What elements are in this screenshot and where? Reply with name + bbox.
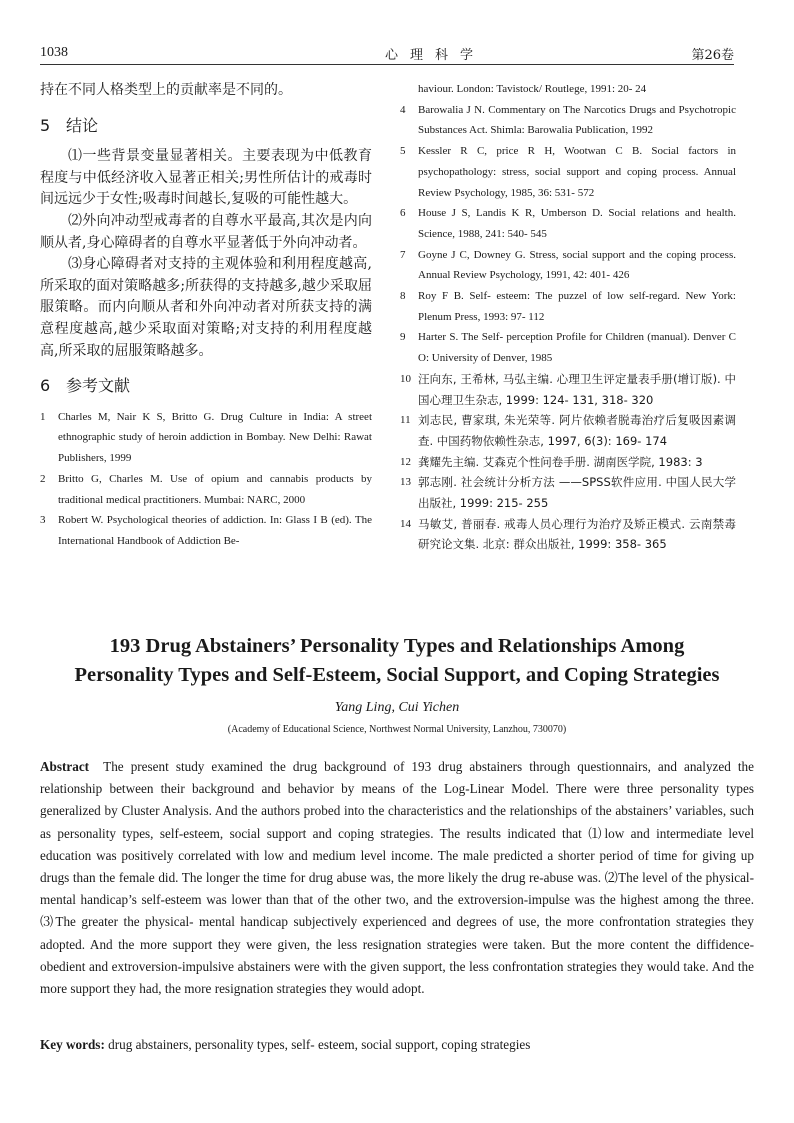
reference-number: 11 [400,414,411,427]
reference-item [40,407,372,469]
reference-item [400,410,736,451]
reference-continuation [400,79,736,100]
reference-number: 6 [400,207,406,220]
reference-number: 5 [400,145,406,158]
abstract-text: The present study examined the drug background of 193 drug abstainers through questionnairs, and analyzed the relationship between their background and behavior by means of the Log-Linear Model. There were three personality types generalized by Cluster Analysis. And the authors probed into the characteristics and the relationships of the abstainers’ variables, such as personality types, self-esteem, social support and coping strategies. The results indicated that ⑴low and intermediate level education was positively correlated with low and medium level income. The male predicted a shorter period of time for giving up drugs than the female did. The longer the time for drug abuse was, the more likely the drug re-abuse was. ⑵The level of the physical-mental handicap’s self-esteem was lower than that of the other two, and the extroversion-impulse was the highest among the three. ⑶The greater the physical- mental handicap subjectively experienced and degrees of use, the more confrontation strategies they adopted. And the more support they were given, the less resignation strategies were taken. But the more content the diffidence-obedient and extroversion-impulsive abstainers were with the given support, the less confrontation strategies they would take. And the more support they had, the more resignation strategies they would adopt. [40,759,754,997]
reference-item [400,514,736,555]
reference-number: 9 [400,331,406,344]
reference-item [400,245,736,286]
reference-text: 龚耀先主编. 艾森克个性问卷手册. 湖南医学院, 1983: 3 [418,454,703,469]
reference-item [400,100,736,141]
reference-number: 13 [400,476,411,489]
reference-item [400,327,736,368]
right-column [400,79,736,555]
reference-text: haviour. London: Tavistock/ Routlege, 1991: 20- 24 [418,83,647,95]
section-title: 结论 [66,115,99,135]
intro-paragraph: 持在不同人格类型上的贡献率是不同的。 [40,82,292,98]
reference-list-right [400,79,736,555]
section-number: 5 [40,115,51,135]
reference-number: 14 [400,517,411,530]
reference-number: 3 [40,514,46,527]
keywords [40,1037,754,1053]
reference-text: 刘志民, 曹家琪, 朱光荣等. 阿片依赖者脱毒治疗后复吸因素调查. 中国药物依赖性杂志, 1997, 6(3): 169- 174 [418,413,736,448]
journal-name: 心理科学 [385,48,486,63]
keywords-text: drug abstainers, personality types, self- esteem, social support, coping strategies [108,1037,531,1052]
reference-text: Kessler R C, price R H, Wootwan C B. Social factors in psychopathology: stress, social support and coping process. Annual Review Psychology, 1985, 36: 531- 572 [418,145,736,199]
reference-list-left [40,407,372,552]
reference-text: Roy F B. Self- esteem: The puzzel of low self-regard. New York: Plenum Press, 1993: 97- 112 [418,290,736,323]
reference-text: Britto G, Charles M. Use of opium and cannabis products by traditional medical practitioners. Mumbai: NARC, 2000 [58,472,372,506]
reference-item [400,472,736,513]
reference-text: Harter S. The Self- perception Profile for Children (manual). Denver C O: University of Denver, 1985 [418,331,736,365]
reference-number: 4 [400,103,406,116]
reference-text: Robert W. Psychological theories of addiction. In: Glass I B (ed). The International Handbook of Addiction Be- [58,514,372,547]
reference-item [400,141,736,203]
reference-text: House J S, Landis K R, Umberson D. Social relations and health. Science, 1988, 241: 540- 545 [418,207,736,240]
reference-item [400,203,736,244]
reference-item [40,510,372,551]
page-number: 1038 [40,45,68,60]
reference-item [400,369,736,410]
title-line-2: Personality Types and Self-Esteem, Social Support, and Coping Strategies [74,664,720,686]
reference-text: Goyne J C, Downey G. Stress, social support and the coping process. Annual Review Psychology, 1991, 42: 401- 426 [418,248,736,282]
abstract-label: Abstract [40,759,90,774]
reference-number: 7 [400,248,406,261]
conclusion-paragraph-3: ⑶身心障碍者对支持的主观体验和利用程度越高,所采取的面对策略越多;所获得的支持越多,越少采取屈服策略。而内向顺从者和外向冲动者对所获支持的满意程度越高,越少采取面对策略;对支持的利用程度越高,所采取的屈服策略越多。 [40,256,372,359]
abstract [40,756,754,1000]
reference-number: 1 [40,410,46,423]
reference-number: 12 [400,455,411,468]
section-number: 6 [40,376,51,396]
section-heading-conclusion [40,115,372,137]
conclusion-paragraph-1: ⑴一些背景变量显著相关。主要表现为中低教育程度与中低经济收入显著正相关;男性所估计的戒毒时间远远少于女性;吸毒时间越长,复吸的可能性越大。 [40,148,372,208]
reference-text: Barowalia J N. Commentary on The Narcotics Drugs and Psychotropic Substances Act. Shimla: Barowalia Publication, 1992 [418,103,736,137]
conclusion-paragraph-2: ⑵外向冲动型戒毒者的自尊水平最高,其次是内向顺从者,身心障碍者的自尊水平显著低于外向冲动者。 [40,212,372,251]
section-heading-references [40,375,372,397]
title-line-1: 193 Drug Abstainers’ Personality Types and Relationships Among [109,635,685,657]
reference-item [40,469,372,510]
left-column [40,80,372,552]
section-title: 参考文献 [66,376,131,396]
reference-text: 汪向东, 王希林, 马弘主编. 心理卫生评定量表手册(增订版). 中国心理卫生杂志, 1999: 124- 131, 318- 320 [418,371,736,407]
reference-text: 马敏艾, 普丽春. 戒毒人员心理行为治疗及矫正模式. 云南禁毒研究论文集. 北京: 群众出版社, 1999: 358- 365 [418,516,736,552]
reference-number: 10 [400,372,411,385]
header-rule [40,64,734,65]
reference-text: Charles M, Nair K S, Britto G. Drug Culture in India: A street ethnographic study of heroin addiction in Bombay. New Delhi: Rawat Publishers, 1999 [58,410,372,465]
reference-number: 2 [40,472,46,485]
reference-number: 8 [400,290,406,303]
affiliation: (Academy of Educational Science, Northwest Normal University, Lanzhou, 730070) [227,724,567,735]
english-title [40,632,754,690]
volume-label: 第26卷 [691,48,734,63]
reference-text: 郭志刚. 社会统计分析方法 ——SPSS软件应用. 中国人民大学出版社, 1999: 215- 255 [418,475,736,511]
keywords-label: Key words: [40,1037,105,1052]
authors: Yang Ling, Cui Yichen [334,700,460,715]
reference-item [400,452,736,473]
reference-item [400,286,736,327]
page-header [40,41,734,63]
